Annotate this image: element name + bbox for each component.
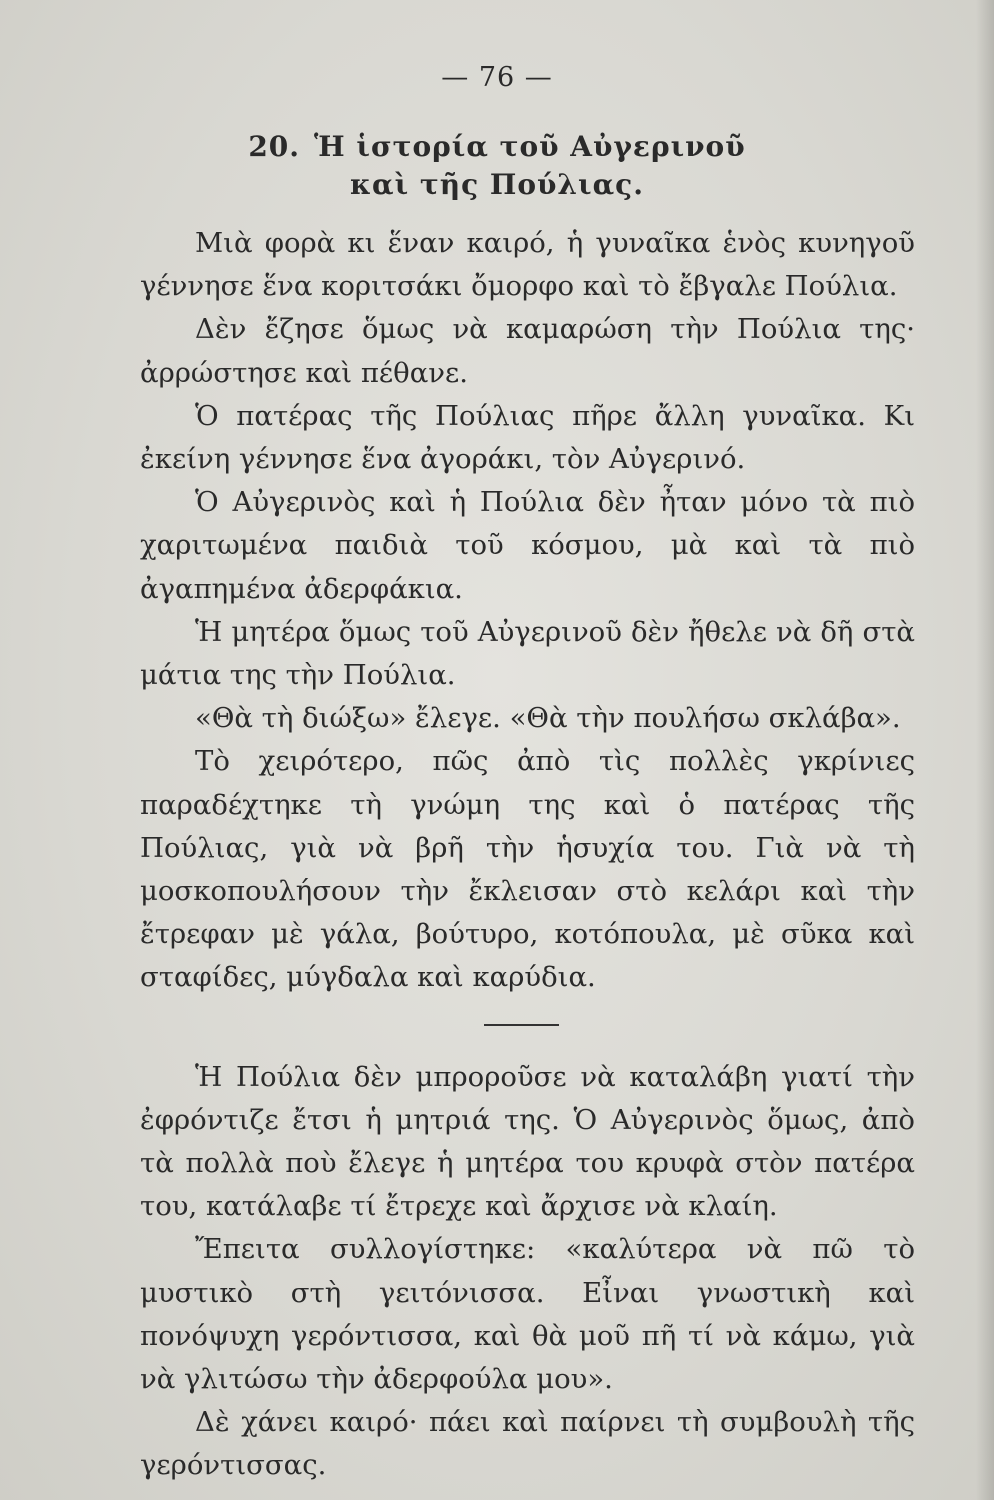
paragraph: Δὲν ἔζησε ὅμως νὰ καμαρώση τὴν Πούλια της· ἀρρώστησε καὶ πέθανε.	[140, 313, 915, 389]
paragraph: Ἡ μητέρα ὅμως τοῦ Αὐγερινοῦ δὲν ἤθελε νὰ δῆ στὰ μάτια της τὴν Πούλια.	[140, 615, 915, 692]
paragraph: «Θὰ τὴ διώξω» ἔλεγε. «Θὰ τὴν πουλήσω σκλάβα».	[195, 702, 901, 735]
page-number: — 76 —	[441, 62, 553, 93]
paragraph: Ὁ Αὐγερινὸς καὶ ἡ Πούλια δὲν ἦταν μόνο τὰ πιὸ χαριτωμένα παιδιὰ τοῦ κόσμου, μὰ καὶ τὰ πιὸ ἀγαπημένα ἀδερφάκια.	[140, 486, 915, 605]
paragraph: Δὲ χάνει καιρό· πάει καὶ παίρνει τὴ συμβουλὴ τῆς γερόντισσας.	[140, 1406, 915, 1482]
paragraph: Τὸ χειρότερο, πῶς ἀπὸ τὶς πολλὲς γκρίνιες παραδέχτηκε τὴ γνώμη της καὶ ὁ πατέρας τῆς Πούλιας, γιὰ νὰ βρῆ τὴν ἡσυχία του. Γιὰ νὰ τὴ μοσκοπουλήσουν τὴν ἔκλεισαν στὸ κελάρι καὶ τὴν ἔτρεφαν μὲ γάλα, βούτυρο, κοτόπουλα, μὲ σῦκα καὶ σταφίδες, μύγδαλα καὶ καρύδια.	[140, 745, 915, 994]
chapter-title-line-2: καὶ τῆς Πούλιας.	[350, 168, 644, 201]
chapter-number: 20.	[248, 130, 301, 163]
section-separator	[484, 1024, 559, 1026]
chapter-title-line-1	[0, 128, 994, 166]
chapter-title-text-1: Ἡ ἱστορία τοῦ Αὐγερινοῦ	[314, 130, 746, 163]
paragraph: Ἔπειτα συλλογίστηκε: «καλύτερα νὰ πῶ τὸ μυστικὸ στὴ γειτόνισσα. Εἶναι γνωστικὴ καὶ πονόψυχη γερόντισσα, καὶ θὰ μοῦ πῆ τί νὰ κάμω, γιὰ νὰ γλιτώσω τὴν ἀδερφούλα μου».	[140, 1233, 915, 1396]
paragraph: Ὁ πατέρας τῆς Πούλιας πῆρε ἄλλη γυναῖκα. Κι ἐκείνη γέννησε ἕνα ἀγοράκι, τὸν Αὐγερινό.	[140, 399, 915, 476]
chapter-title	[0, 128, 994, 204]
paragraph: Ἡ Πούλια δὲν μπροροῦσε νὰ καταλάβη γιατί τὴν ἐφρόντιζε ἔτσι ἡ μητριά της. Ὁ Αὐγερινὸς ὅμως, ἀπὸ τὰ πολλὰ ποὺ ἔλεγε ἡ μητέρα του κρυφὰ στὸν πατέρα του, κατάλαβε τί ἔτρεχε καὶ ἄρχισε νὰ κλαίη.	[140, 1060, 915, 1223]
paragraph: Μιὰ φορὰ κι ἕναν καιρό, ἡ γυναῖκα ἑνὸς κυνηγοῦ γέννησε ἕνα κοριτσάκι ὄμορφο καὶ τὸ ἔβγαλε Πούλια.	[140, 227, 915, 303]
body-text	[140, 222, 915, 1488]
page-spine-shadow	[976, 0, 994, 1500]
